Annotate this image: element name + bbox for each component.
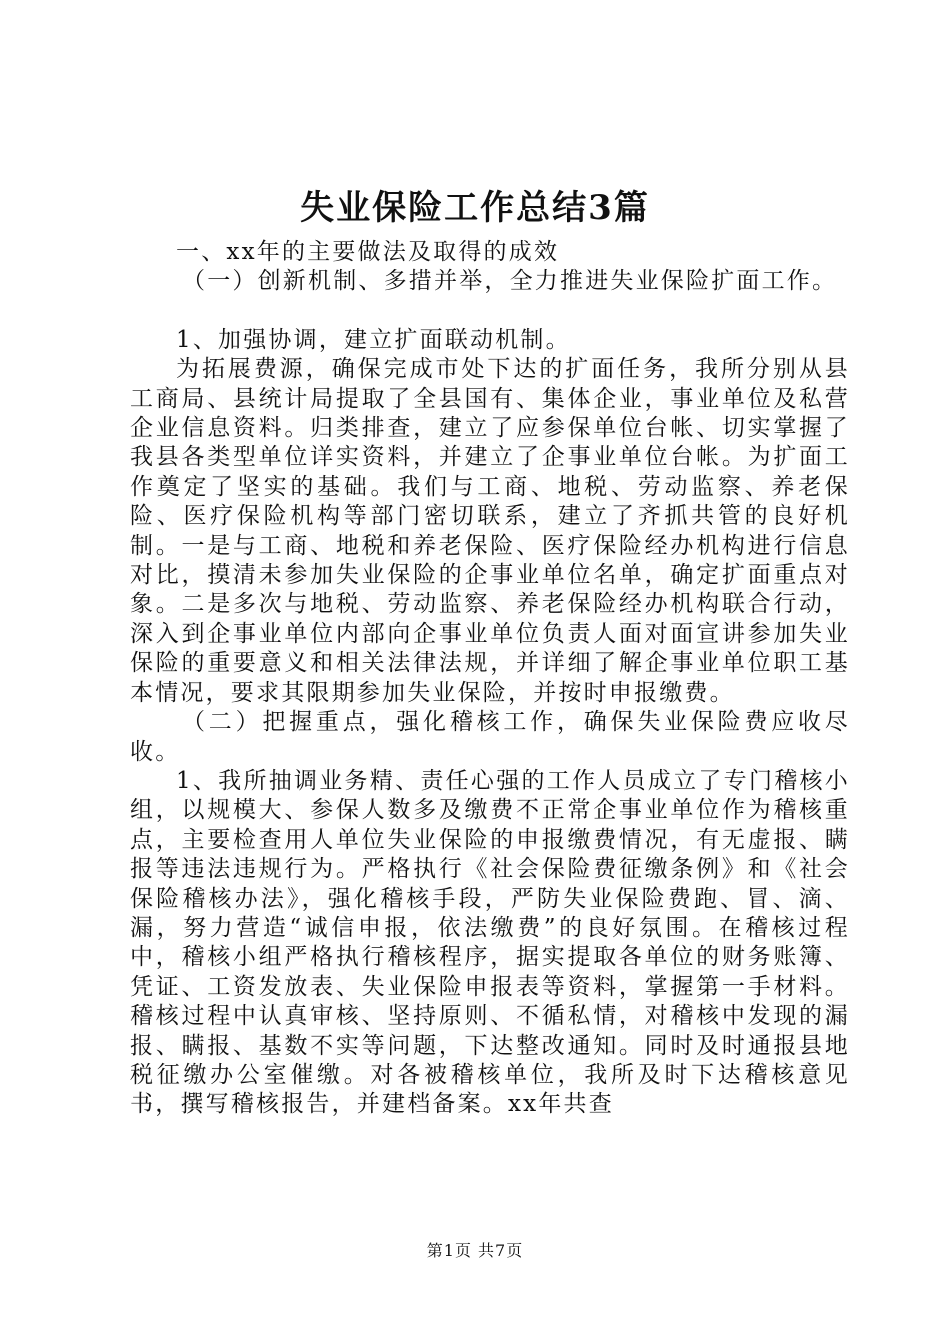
subsection-heading-2: （二）把握重点，强化稽核工作，确保失业保险费应收尽收。 <box>130 709 850 765</box>
page-number-footer: 第1页 共7页 <box>426 1241 524 1260</box>
body-paragraph-1: 为拓展费源，确保完成市处下达的扩面任务，我所分别从县工商局、县统计局提取了全县国有、集体企业，事业单位及私营企业信息资料。归类排查，建立了应参保单位台帐、切实掌握了我县各类型单位详实资料，并建立了企事业单位台帐。为扩面工作奠定了坚实的基础。我们与工商、地税、劳动监察、养老保险、医疗保险机构等部门密切联系，建立了齐抓共管的良好机制。一是与工商、地税和养老保险、医疗保险经办机构进行信息对比，摸清未参加失业保险的企事业单位名单，确定扩面重点对象。二是多次与地税、劳动监察、养老保险经办机构联合行动，深入到企事业单位内部向企事业单位负责人面对面宣讲参加失业保险的重要意义和相关法律法规，并详细了解企事业单位职工基本情况，要求其限期参加失业保险，并按时申报缴费。 <box>130 356 850 706</box>
body-paragraph-2: 1、我所抽调业务精、责任心强的工作人员成立了专门稽核小组，以规模大、参保人数多及缴费不正常企事业单位作为稽核重点，主要检查用人单位失业保险的申报缴费情况，有无虚报、瞒报等违法违规行为。严格执行《社会保险费征缴条例》和《社会保险稽核办法》，强化稽核手段，严防失业保险费跑、冒、滴、漏，努力营造“诚信申报，依法缴费”的良好氛围。在稽核过程中，稽核小组严格执行稽核程序，据实提取各单位的财务账簿、凭证、工资发放表、失业保险申报表等资料，掌握第一手材料。稽核过程中认真审核、坚持原则、不循私情，对稽核中发现的漏报、瞒报、基数不实等问题，下达整改通知。同时及时通报县地税征缴办公室催缴。对各被稽核单位，我所及时下达稽核意见书，撰写稽核报告，并建档备案。xx年共查 <box>130 767 850 1118</box>
subsection-heading-1: （一）创新机制、多措并举，全力推进失业保险扩面工作。 <box>182 268 838 295</box>
document-body <box>130 238 850 1120</box>
document-title: 失业保险工作总结3篇 <box>300 188 650 228</box>
item-heading-1: 1、加强协调，建立扩面联动机制。 <box>176 326 571 353</box>
section-heading-1: 一、xx年的主要做法及取得的成效 <box>176 239 560 265</box>
paragraph-spacer <box>130 297 850 326</box>
